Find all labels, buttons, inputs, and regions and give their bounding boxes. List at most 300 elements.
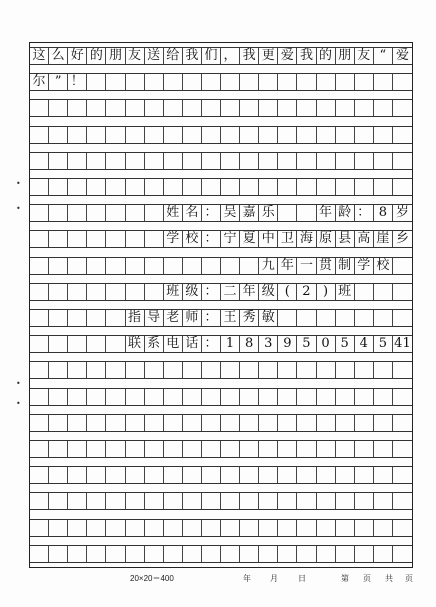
grid-cell [278, 179, 297, 195]
grid-cell [202, 153, 221, 169]
grid-cell: 5 [336, 336, 355, 352]
grid-cell [221, 74, 240, 90]
grid-cell [221, 153, 240, 169]
grid-cell [30, 520, 49, 536]
grid-cell: ： [202, 284, 221, 300]
grid-cell [49, 336, 68, 352]
grid-cell [221, 441, 240, 457]
grid-cell [68, 441, 87, 457]
grid-cell [68, 467, 87, 483]
grid-cell [106, 74, 125, 90]
grid-cell [30, 231, 49, 247]
grid-row [30, 388, 412, 406]
grid-cell [278, 415, 297, 431]
grid-cell [393, 179, 412, 195]
writing-grid [29, 42, 413, 568]
grid-cell [183, 362, 202, 378]
grid-cell [202, 467, 221, 483]
grid-cell [240, 493, 259, 509]
grid-cell [297, 493, 316, 509]
grid-cell [393, 493, 412, 509]
grid-cell [278, 74, 297, 90]
grid-cell [202, 127, 221, 143]
grid-cell [240, 467, 259, 483]
grid-cell: 学 [164, 231, 183, 247]
grid-cell [336, 153, 355, 169]
grid-cell [317, 520, 336, 536]
grid-cell [240, 546, 259, 562]
grid-cell [87, 467, 106, 483]
grid-cell [126, 389, 145, 405]
grid-cell [297, 127, 316, 143]
grid-cell [30, 546, 49, 562]
grid-cell [240, 153, 259, 169]
grid-cell [106, 415, 125, 431]
grid-cell [164, 520, 183, 536]
grid-cell: 龄 [336, 205, 355, 221]
grid-cell: ： [202, 231, 221, 247]
month-label: 月 [270, 574, 278, 583]
grid-cell [336, 100, 355, 116]
grid-cell [202, 493, 221, 509]
grid-cell [259, 127, 278, 143]
grid-cell: 41 [394, 336, 411, 352]
grid-cell [278, 546, 297, 562]
grid-cell [145, 441, 164, 457]
grid-cell [49, 415, 68, 431]
grid-cell: 给 [164, 48, 183, 64]
grid-cell [336, 179, 355, 195]
grid-cell: 友 [126, 48, 145, 64]
grid-cell [259, 100, 278, 116]
grid-cell: 友 [355, 48, 374, 64]
grid-cell [68, 389, 87, 405]
grid-cell: 8 [240, 336, 259, 352]
grid-cell [221, 100, 240, 116]
grid-cell [374, 520, 393, 536]
grid-cell [393, 310, 412, 326]
grid-cell [278, 310, 297, 326]
grid-cell [164, 467, 183, 483]
grid-cell: 们 [202, 48, 221, 64]
grid-cell [126, 100, 145, 116]
grid-cell [259, 415, 278, 431]
grid-cell [374, 310, 393, 326]
grid-cell [336, 493, 355, 509]
grid-cell [164, 389, 183, 405]
grid-cell [259, 467, 278, 483]
grid-cell [317, 100, 336, 116]
grid-cell: ” [49, 74, 68, 90]
grid-cell [87, 520, 106, 536]
grid-cell [374, 441, 393, 457]
grid-cell [106, 546, 125, 562]
grid-cell [221, 179, 240, 195]
grid-cell: 朋 [336, 48, 355, 64]
grid-row [30, 47, 412, 65]
grid-cell [87, 441, 106, 457]
grid-cell [30, 362, 49, 378]
grid-cell [68, 231, 87, 247]
grid-cell [87, 74, 106, 90]
grid-cell [49, 179, 68, 195]
grid-cell [393, 100, 412, 116]
total-label: 页 [405, 574, 413, 583]
grid-cell [240, 179, 259, 195]
total-prefix-label: 共 [385, 574, 393, 583]
grid-cell [240, 258, 259, 274]
grid-cell [278, 100, 297, 116]
grid-cell: 崖 [374, 231, 393, 247]
grid-cell [68, 520, 87, 536]
grid-cell: 秀 [240, 310, 259, 326]
grid-cell [164, 258, 183, 274]
grid-cell: 尔 [30, 74, 49, 90]
grid-cell [374, 100, 393, 116]
grid-cell [297, 310, 316, 326]
grid-cell [164, 179, 183, 195]
binding-mark: • [16, 179, 21, 188]
grid-cell [49, 284, 68, 300]
grid-cell [183, 520, 202, 536]
grid-cell [183, 546, 202, 562]
grid-cell [355, 415, 374, 431]
grid-cell [126, 153, 145, 169]
grid-cell: 高 [355, 231, 374, 247]
grid-row [30, 152, 412, 170]
grid-cell: 4 [355, 336, 374, 352]
grid-cell: 校 [374, 258, 393, 274]
grid-cell: ： [355, 205, 374, 221]
grid-cell [106, 467, 125, 483]
grid-cell [30, 336, 49, 352]
grid-cell [355, 389, 374, 405]
grid-cell [87, 231, 106, 247]
grid-cell [49, 467, 68, 483]
grid-cell [202, 441, 221, 457]
grid-cell [278, 441, 297, 457]
grid-cell [106, 127, 125, 143]
grid-cell [68, 310, 87, 326]
grid-cell [202, 415, 221, 431]
grid-cell [106, 441, 125, 457]
grid-cell [317, 74, 336, 90]
grid-cell [221, 493, 240, 509]
grid-cell [68, 127, 87, 143]
grid-cell [126, 467, 145, 483]
grid-cell: 更 [259, 48, 278, 64]
grid-cell [355, 284, 374, 300]
grid-cell: 王 [221, 310, 240, 326]
grid-cell [145, 179, 164, 195]
grid-cell: 么 [49, 48, 68, 64]
grid-cell [259, 441, 278, 457]
grid-cell [145, 284, 164, 300]
grid-row [30, 519, 412, 537]
grid-cell [240, 520, 259, 536]
grid-cell [145, 546, 164, 562]
grid-cell [126, 284, 145, 300]
grid-cell [145, 389, 164, 405]
grid-cell [393, 74, 412, 90]
grid-cell: 夏 [240, 231, 259, 247]
grid-cell: 名 [183, 205, 202, 221]
grid-cell: 电 [164, 336, 183, 352]
grid-cell [259, 493, 278, 509]
grid-cell [145, 258, 164, 274]
grid-cell [278, 520, 297, 536]
grid-cell [30, 284, 49, 300]
grid-cell [145, 362, 164, 378]
grid-cell [355, 310, 374, 326]
grid-cell [355, 362, 374, 378]
grid-cell [393, 467, 412, 483]
grid-cell [297, 441, 316, 457]
grid-cell [126, 74, 145, 90]
grid-cell [49, 100, 68, 116]
grid-cell [221, 127, 240, 143]
grid-cell [183, 415, 202, 431]
grid-cell: 2 [297, 284, 316, 300]
grid-cell: 班 [336, 284, 355, 300]
grid-cell: 班 [164, 284, 183, 300]
grid-cell [106, 231, 125, 247]
grid-row [30, 230, 412, 248]
grid-cell [164, 153, 183, 169]
grid-cell: 这 [30, 48, 49, 64]
grid-cell [126, 441, 145, 457]
grid-row [30, 283, 412, 301]
grid-row [30, 414, 412, 432]
grid-cell [145, 520, 164, 536]
grid-cell [106, 179, 125, 195]
grid-cell: ： [202, 336, 221, 352]
grid-cell [164, 127, 183, 143]
grid-cell [240, 74, 259, 90]
grid-row [30, 466, 412, 484]
grid-cell [68, 153, 87, 169]
grid-cell [30, 310, 49, 326]
grid-cell: 5 [374, 336, 393, 352]
grid-cell [259, 520, 278, 536]
grid-cell [240, 389, 259, 405]
grid-cell: 送 [145, 48, 164, 64]
grid-cell [87, 205, 106, 221]
grid-cell [87, 284, 106, 300]
grid-cell [355, 546, 374, 562]
grid-cell [221, 362, 240, 378]
grid-row [30, 545, 412, 563]
grid-cell [355, 74, 374, 90]
grid-cell [183, 258, 202, 274]
grid-cell [87, 362, 106, 378]
grid-cell: 学 [355, 258, 374, 274]
grid-cell [221, 415, 240, 431]
grid-cell [393, 127, 412, 143]
grid-cell [68, 362, 87, 378]
page-prefix-label: 第 [341, 574, 349, 583]
grid-cell [49, 493, 68, 509]
grid-cell [106, 284, 125, 300]
grid-cell [106, 493, 125, 509]
grid-cell [164, 493, 183, 509]
grid-cell [87, 127, 106, 143]
grid-cell [106, 153, 125, 169]
grid-cell [183, 74, 202, 90]
grid-cell [68, 284, 87, 300]
grid-cell [317, 153, 336, 169]
grid-cell [374, 389, 393, 405]
grid-cell [49, 127, 68, 143]
grid-cell [145, 100, 164, 116]
grid-cell [317, 415, 336, 431]
grid-cell [202, 258, 221, 274]
grid-cell [259, 389, 278, 405]
grid-cell [259, 74, 278, 90]
grid-cell [126, 546, 145, 562]
grid-cell [202, 362, 221, 378]
grid-cell [317, 362, 336, 378]
grid-cell: 一 [297, 258, 316, 274]
grid-cell: 贯 [317, 258, 336, 274]
grid-cell [355, 127, 374, 143]
grid-cell [240, 415, 259, 431]
grid-cell: 的 [317, 48, 336, 64]
grid-cell [297, 74, 316, 90]
grid-cell [221, 389, 240, 405]
grid-cell [393, 520, 412, 536]
grid-cell [145, 205, 164, 221]
grid-row [30, 309, 412, 327]
grid-cell [106, 310, 125, 326]
grid-cell [297, 467, 316, 483]
grid-cell [106, 336, 125, 352]
grid-cell [30, 441, 49, 457]
grid-cell [68, 336, 87, 352]
grid-cell: 的 [87, 48, 106, 64]
grid-cell [374, 74, 393, 90]
grid-cell [374, 179, 393, 195]
grid-row [30, 335, 412, 353]
grid-cell: 我 [183, 48, 202, 64]
grid-cell [87, 100, 106, 116]
grid-cell [240, 127, 259, 143]
grid-cell [336, 415, 355, 431]
grid-cell [68, 258, 87, 274]
grid-cell: 联 [126, 336, 145, 352]
grid-cell [68, 100, 87, 116]
grid-cell [87, 493, 106, 509]
grid-cell: 九 [259, 258, 278, 274]
grid-cell [355, 153, 374, 169]
grid-cell [49, 258, 68, 274]
grid-cell [336, 127, 355, 143]
grid-row [30, 99, 412, 117]
grid-cell: 导 [145, 310, 164, 326]
grid-cell: 卫 [278, 231, 297, 247]
grid-cell: ( [278, 284, 297, 300]
grid-cell [336, 74, 355, 90]
grid-cell [49, 389, 68, 405]
grid-cell [297, 546, 316, 562]
grid-cell [49, 520, 68, 536]
grid-cell: 县 [336, 231, 355, 247]
grid-cell: 5 [297, 336, 316, 352]
grid-cell [259, 362, 278, 378]
grid-row [30, 492, 412, 510]
grid-cell [393, 415, 412, 431]
grid-cell [317, 441, 336, 457]
grid-cell [126, 179, 145, 195]
grid-cell [164, 441, 183, 457]
grid-cell [278, 205, 297, 221]
grid-cell [240, 441, 259, 457]
binding-mark: • [16, 204, 21, 213]
grid-cell [221, 546, 240, 562]
grid-cell [145, 127, 164, 143]
grid-cell [68, 546, 87, 562]
grid-cell [202, 179, 221, 195]
grid-cell: ， [221, 48, 240, 64]
grid-cell: 年 [240, 284, 259, 300]
grid-cell [221, 258, 240, 274]
grid-cell [49, 205, 68, 221]
grid-cell [202, 389, 221, 405]
binding-mark: • [16, 399, 21, 408]
grid-cell [68, 179, 87, 195]
grid-cell: 9 [278, 336, 297, 352]
grid-cell [355, 520, 374, 536]
grid-cell [87, 153, 106, 169]
grid-cell [87, 389, 106, 405]
grid-cell [297, 415, 316, 431]
grid-cell [336, 520, 355, 536]
grid-cell: 我 [240, 48, 259, 64]
grid-cell [297, 100, 316, 116]
grid-row [30, 440, 412, 458]
grid-cell: 年 [278, 258, 297, 274]
grid-cell [145, 493, 164, 509]
grid-cell: 级 [259, 284, 278, 300]
grid-cell [393, 389, 412, 405]
grid-cell [336, 467, 355, 483]
grid-cell [393, 441, 412, 457]
grid-cell [336, 362, 355, 378]
grid-cell [355, 493, 374, 509]
grid-cell [259, 546, 278, 562]
page-label: 页 [363, 574, 371, 583]
grid-row [30, 73, 412, 91]
grid-cell: 系 [145, 336, 164, 352]
grid-cell [317, 310, 336, 326]
grid-cell [183, 179, 202, 195]
grid-cell: 1 [221, 336, 240, 352]
grid-cell [374, 467, 393, 483]
grid-cell [49, 441, 68, 457]
grid-cell: 指 [126, 310, 145, 326]
grid-cell [183, 100, 202, 116]
grid-cell: 朋 [106, 48, 125, 64]
grid-cell [221, 520, 240, 536]
grid-cell: 师 [183, 310, 202, 326]
grid-cell: 岁 [395, 205, 409, 221]
grid-cell [106, 205, 125, 221]
day-label: 日 [298, 574, 306, 583]
grid-cell: 乐 [259, 205, 278, 221]
grid-cell [297, 205, 316, 221]
grid-cell [30, 415, 49, 431]
grid-cell [374, 284, 393, 300]
